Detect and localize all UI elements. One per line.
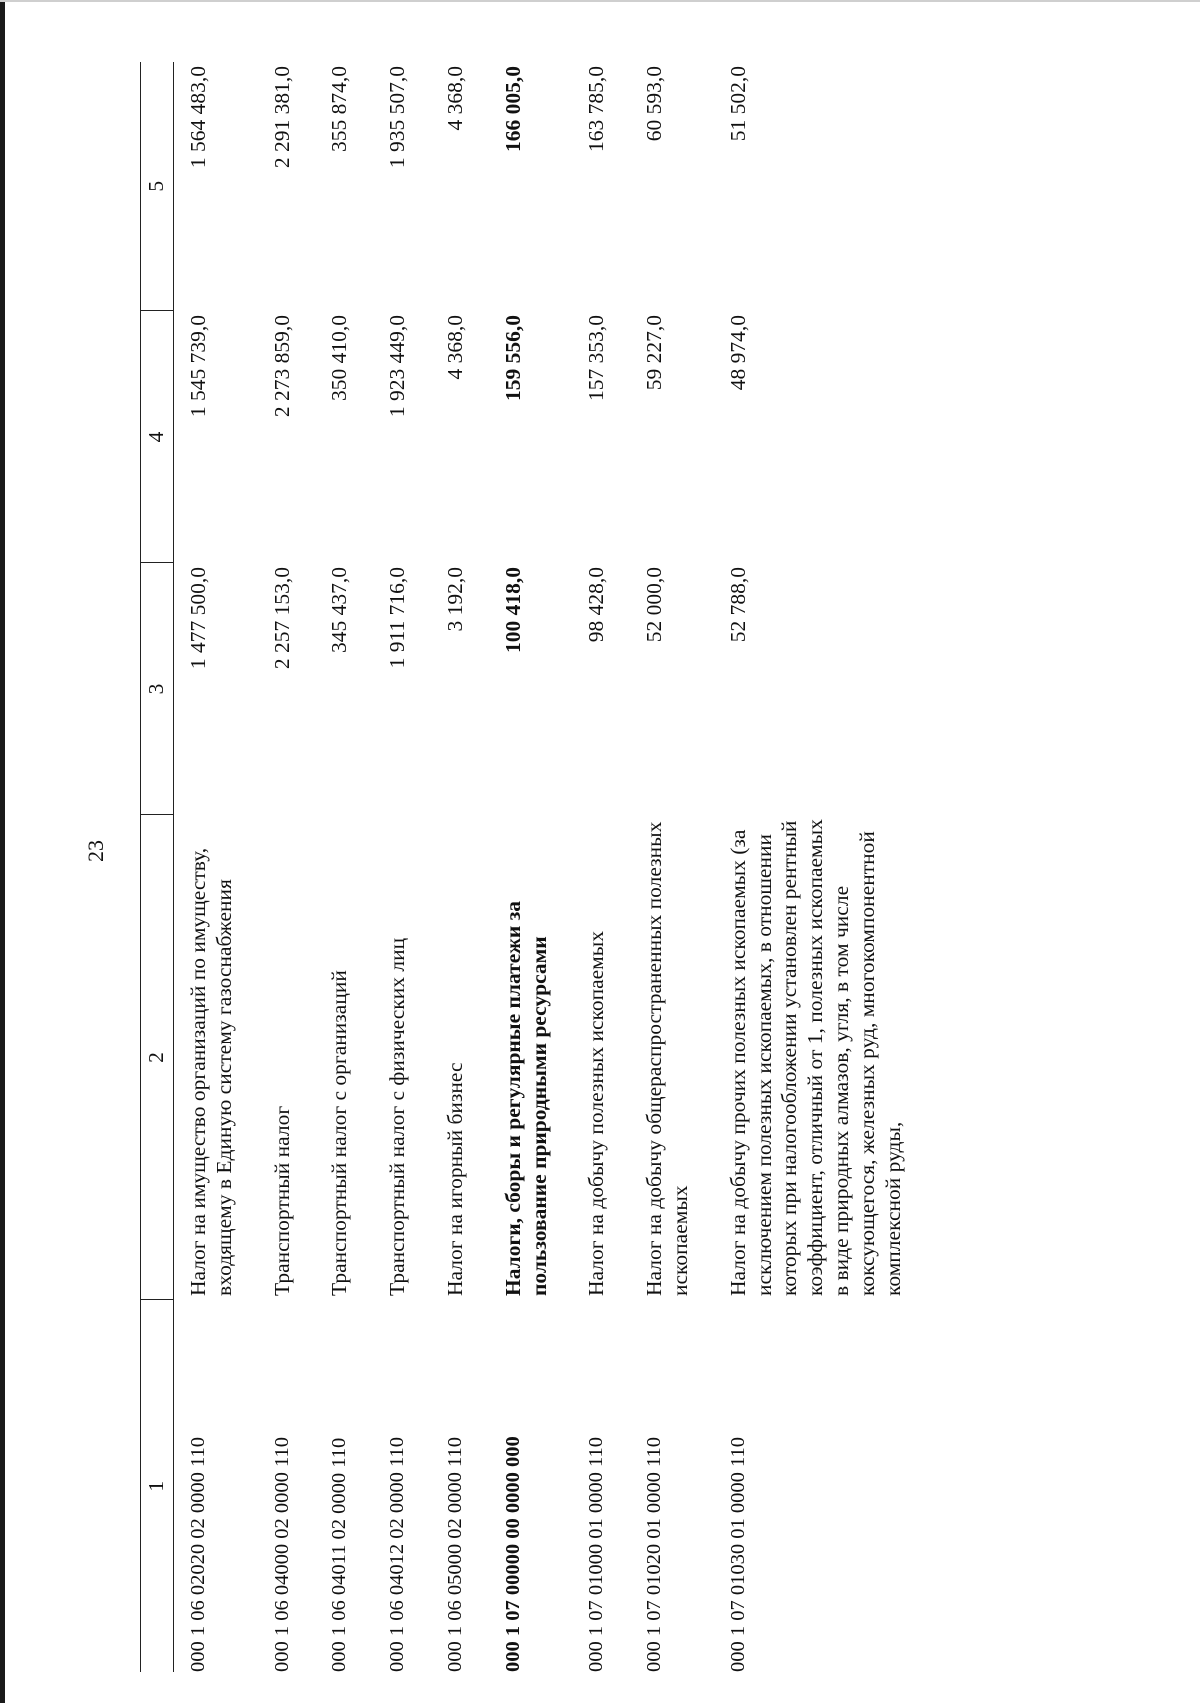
- budget-code: 000 1 06 04011 02 0000 110: [328, 1437, 351, 1672]
- budget-code: 000 1 06 05000 02 0000 110: [443, 1437, 466, 1672]
- amount-col-5: 4 368,0: [442, 66, 467, 131]
- amount-col-5: 60 593,0: [642, 66, 667, 142]
- amount-col-5: 355 874,0: [327, 66, 352, 152]
- amount-col-5: 163 785,0: [584, 66, 609, 152]
- scan-edge: [0, 0, 5, 1703]
- amount-col-4: 159 556,0: [500, 315, 525, 401]
- table-row-section-total: [489, 62, 573, 1672]
- revenue-name: Транспортный налог с физических лиц: [385, 937, 410, 1296]
- amount-col-3: 3 192,0: [442, 567, 467, 632]
- table-row: [572, 62, 630, 1672]
- table-row: [714, 62, 927, 1672]
- budget-code: 000 1 06 02020 02 0000 110: [187, 1437, 209, 1672]
- amount-col-4: 1 923 449,0: [385, 315, 410, 418]
- budget-revenue-table: [140, 62, 926, 1672]
- table-row: [258, 62, 316, 1672]
- revenue-name: Налог на имущество организаций по имуществу, входящему в Единую систему газоснабжения: [186, 847, 236, 1296]
- amount-col-3: 100 418,0: [500, 567, 525, 653]
- budget-code: 000 1 07 00000 00 0000 000: [501, 1436, 524, 1672]
- revenue-name: Транспортный налог: [269, 1105, 294, 1296]
- column-header-2: 2: [141, 815, 174, 1300]
- amount-col-3: 345 437,0: [327, 567, 352, 653]
- amount-col-5: 1 564 483,0: [186, 66, 210, 169]
- amount-col-3: 1 911 716,0: [385, 567, 410, 669]
- scan-edge-top: [0, 0, 1200, 2]
- amount-col-3: 98 428,0: [584, 567, 609, 643]
- rotated-page-content: [140, 62, 905, 1672]
- table-row: [174, 62, 258, 1672]
- revenue-name: Транспортный налог с организаций: [327, 970, 352, 1296]
- budget-code: 000 1 07 01030 01 0000 110: [726, 1437, 749, 1672]
- table-row: [630, 62, 714, 1672]
- budget-code: 000 1 06 04012 02 0000 110: [386, 1437, 409, 1672]
- amount-col-4: 59 227,0: [642, 315, 667, 391]
- budget-code: 000 1 06 04000 02 0000 110: [270, 1437, 293, 1672]
- budget-code: 000 1 07 01000 01 0000 110: [585, 1437, 608, 1672]
- amount-col-3: 52 788,0: [725, 567, 750, 643]
- table-row: [373, 62, 431, 1672]
- amount-col-5: 51 502,0: [725, 66, 750, 142]
- table-row: [315, 62, 373, 1672]
- column-header-5: 5: [141, 62, 174, 311]
- amount-col-5: 1 935 507,0: [385, 66, 410, 169]
- amount-col-4: 2 273 859,0: [269, 315, 294, 418]
- table-row: [431, 62, 489, 1672]
- amount-col-4: 4 368,0: [442, 315, 467, 380]
- amount-col-4: 350 410,0: [327, 315, 352, 401]
- amount-col-4: 48 974,0: [725, 315, 750, 391]
- budget-code: 000 1 07 01020 01 0000 110: [643, 1437, 666, 1672]
- amount-col-3: 2 257 153,0: [269, 567, 294, 670]
- column-header-1: 1: [141, 1300, 174, 1672]
- revenue-name: Налоги, сборы и регулярные платежи за пользование природными ресурсами: [500, 901, 551, 1296]
- amount-col-4: 157 353,0: [584, 315, 609, 401]
- amount-col-3: 1 477 500,0: [186, 567, 210, 670]
- column-header-3: 3: [141, 563, 174, 815]
- revenue-name: Налог на добычу прочих полезных ископаемых (за исключением полезных ископаемых, в отношении которых при налогообложении установлен рентный коэффициент, отличный от 1, полезных ископаемых в виде природных алмазов, угля, в том числе коксующегося, железных руд, многокомпонентной комплексной руды,: [725, 819, 905, 1296]
- revenue-name: Налог на игорный бизнес: [442, 1062, 467, 1296]
- amount-col-3: 52 000,0: [642, 567, 667, 643]
- revenue-name: Налог на добычу полезных ископаемых: [584, 931, 609, 1296]
- table-header-row: [141, 62, 174, 1672]
- amount-col-4: 1 545 739,0: [186, 315, 210, 418]
- revenue-name: Налог на добычу общераспространенных полезных ископаемых: [642, 821, 692, 1296]
- page-number: 23: [83, 840, 108, 862]
- column-header-4: 4: [141, 311, 174, 563]
- amount-col-5: 2 291 381,0: [269, 66, 294, 169]
- amount-col-5: 166 005,0: [500, 66, 525, 152]
